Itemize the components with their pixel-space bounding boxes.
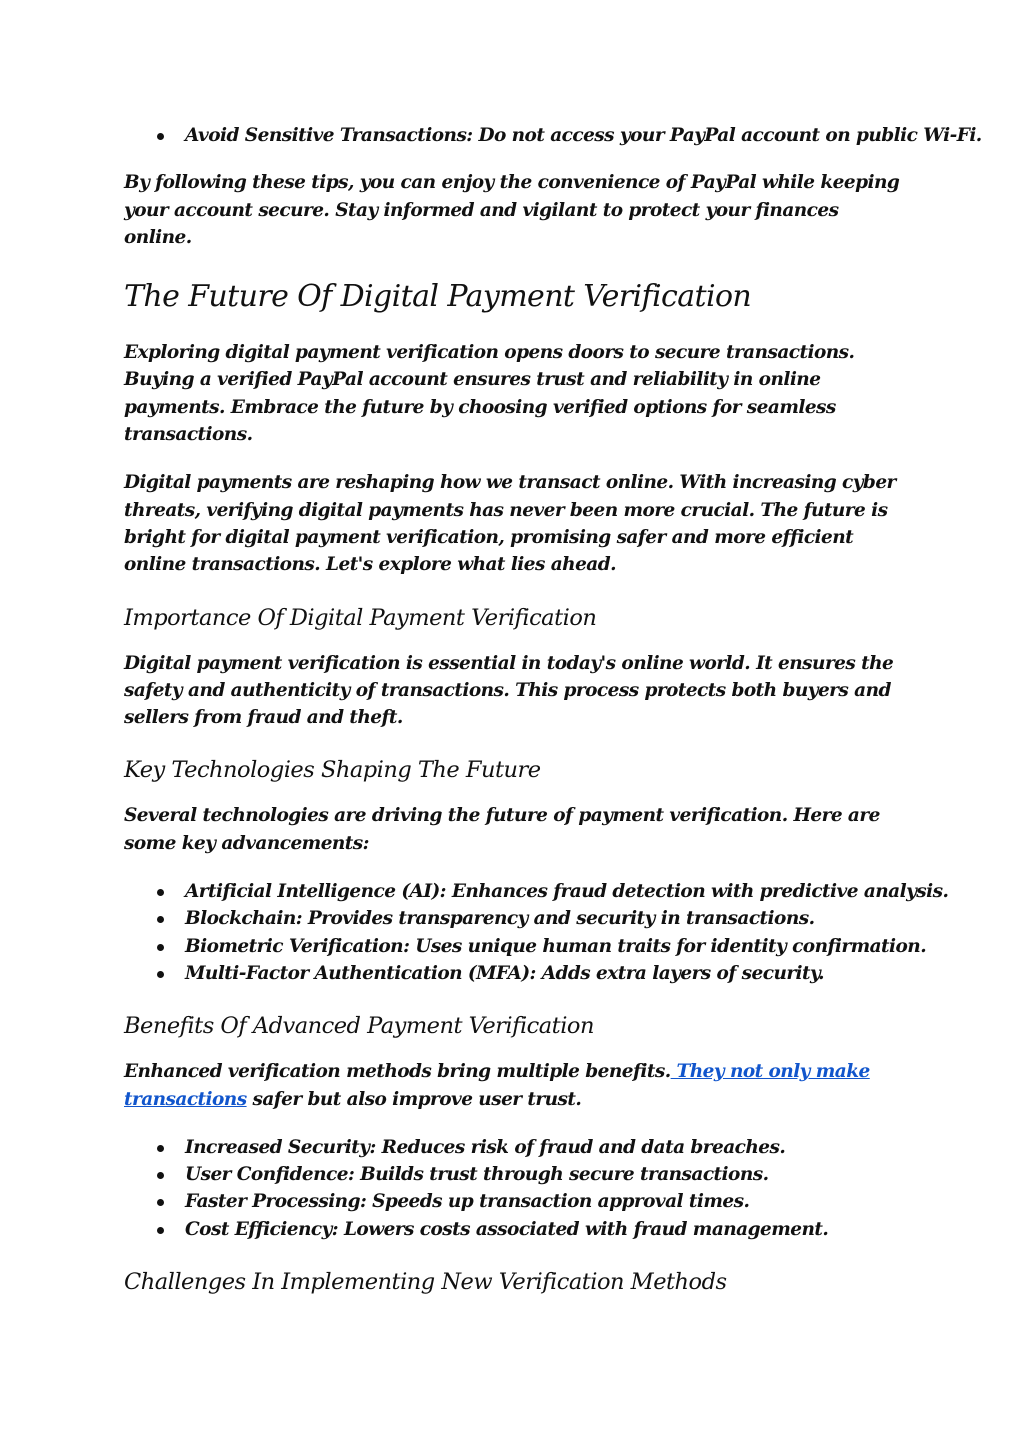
bullet-dot-icon — [157, 889, 164, 896]
security-tips-list — [124, 122, 982, 149]
benefits-paragraph-start: Enhanced verification methods bring multiple benefits. — [124, 1061, 671, 1083]
benefits-paragraph — [124, 1058, 904, 1113]
list-item-text: Avoid Sensitive Transactions: Do not access your PayPal account on public Wi-Fi. — [185, 125, 982, 146]
list-item — [124, 1134, 904, 1161]
benefits-heading: Benefits Of Advanced Payment Verification — [124, 1013, 594, 1040]
list-item-text: Multi-Factor Authentication (MFA): Adds extra layers of security. — [185, 962, 824, 984]
list-item — [124, 1188, 904, 1215]
bullet-dot-icon — [157, 133, 164, 140]
bullet-dot-icon — [157, 944, 164, 951]
bullet-dot-icon — [157, 1172, 164, 1179]
main-heading: The Future Of Digital Payment Verification — [124, 279, 752, 315]
list-item — [124, 1216, 904, 1243]
list-item — [124, 878, 949, 905]
technologies-heading: Key Technologies Shaping The Future — [124, 757, 541, 784]
technologies-paragraph: Several technologies are driving the future of payment verification. Here are some key advancements: — [124, 805, 880, 854]
list-item-text: User Confidence: Builds trust through secure transactions. — [185, 1164, 769, 1186]
list-item — [124, 122, 982, 149]
bullet-dot-icon — [157, 1227, 164, 1234]
bullet-dot-icon — [157, 1145, 164, 1152]
list-item-text: Biometric Verification: Uses unique human traits for identity confirmation. — [185, 935, 927, 957]
intro-paragraph: By following these tips, you can enjoy the convenience of PayPal while keeping your account secure. Stay informed and vigilant to protect your finances online. — [124, 172, 900, 248]
list-item — [124, 905, 904, 932]
list-item — [124, 1161, 904, 1188]
document-page — [124, 118, 982, 1297]
future-paragraph-1: Exploring digital payment verification opens doors to secure transactions. Buying a verified PayPal account ensures trust and reliability in online payments. Embrace the future by choosing verified options for seamless transactions. — [124, 342, 855, 446]
list-item-text: Faster Processing: Speeds up transaction approval times. — [185, 1191, 750, 1213]
technologies-list — [124, 878, 949, 987]
list-item-text: Increased Security: Reduces risk of fraud and data breaches. — [185, 1136, 786, 1158]
challenges-heading: Challenges In Implementing New Verification Methods — [124, 1269, 727, 1296]
importance-paragraph: Digital payment verification is essential in today's online world. It ensures the safety and authenticity of transactions. This process protects both buyers and sellers from fraud and theft. — [124, 652, 894, 729]
bullet-dot-icon — [157, 916, 164, 923]
benefits-paragraph-end: safer but also improve user trust. — [246, 1088, 582, 1110]
future-paragraph-2: Digital payments are reshaping how we transact online. With increasing cyber threats, verifying digital payments has never been more crucial. The future is bright for digital payment verification, promising safer and more efficient online transactions. Let's explore what lies ahead. — [124, 472, 896, 576]
list-item — [124, 933, 927, 960]
list-item-text: Artificial Intelligence (AI): Enhances fraud detection with predictive analysis. — [185, 881, 949, 903]
bullet-dot-icon — [157, 1199, 164, 1206]
benefits-list — [124, 1134, 904, 1243]
importance-heading: Importance Of Digital Payment Verification — [124, 604, 597, 631]
bullet-dot-icon — [157, 971, 164, 978]
list-item — [124, 960, 904, 987]
benefits-link[interactable]: They not only make transactions — [124, 1061, 870, 1110]
list-item-text: Blockchain: Provides transparency and security in transactions. — [185, 908, 815, 930]
list-item-text: Cost Efficiency: Lowers costs associated with fraud management. — [185, 1218, 829, 1240]
